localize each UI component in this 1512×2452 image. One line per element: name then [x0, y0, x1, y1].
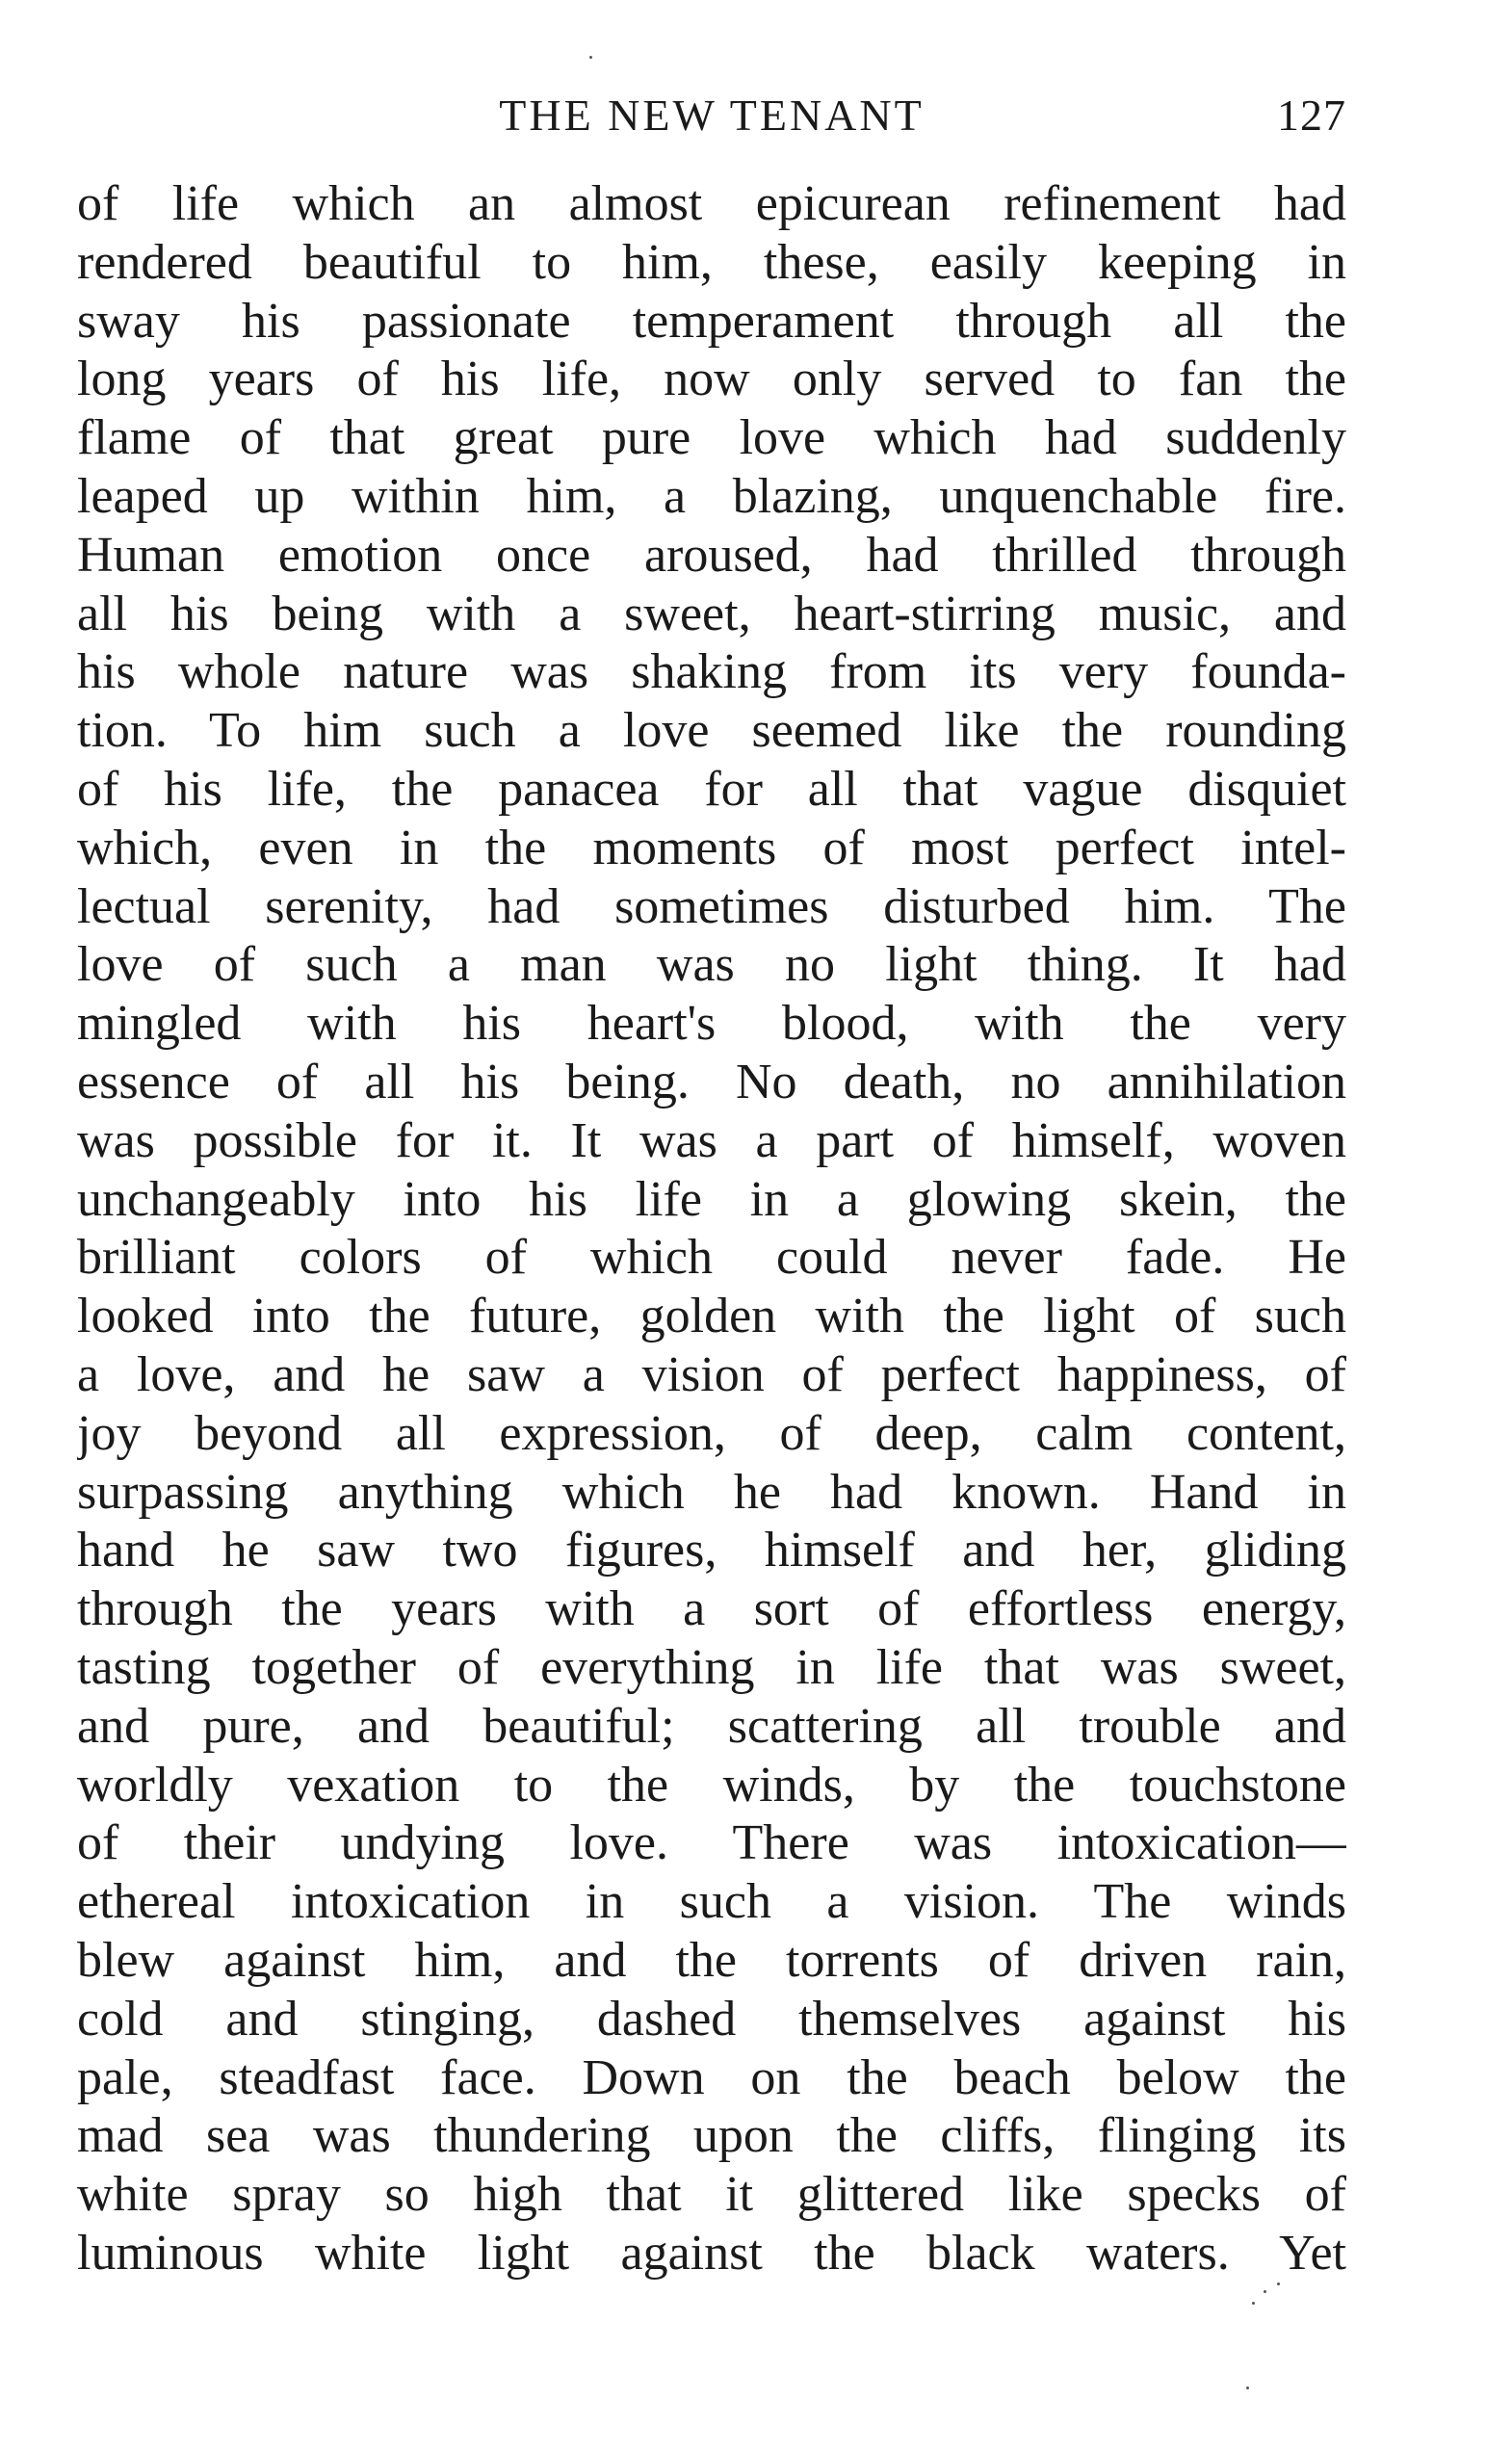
text-line: leaped up within him, a blazing, unquenchable fire.: [77, 468, 1346, 524]
page-number: 127: [1277, 91, 1346, 140]
print-speck: [1264, 2290, 1266, 2293]
text-line: hand he saw two figures, himself and her, gliding: [77, 1523, 1346, 1578]
text-line: of their undying love. There was intoxication—: [77, 1815, 1346, 1871]
text-line: lectual serenity, had sometimes disturbed him. The: [77, 878, 1346, 934]
print-speck: [1246, 2387, 1249, 2389]
print-speck: [1277, 2282, 1280, 2285]
text-line: tion. To him such a love seemed like the rounding: [77, 703, 1346, 759]
running-header: [77, 85, 1346, 146]
text-line: his whole nature was shaking from its very founda-: [77, 644, 1346, 700]
text-line: blew against him, and the torrents of driven rain,: [77, 1932, 1346, 1988]
print-speck: [589, 56, 592, 59]
text-line: luminous white light against the black waters. Yet: [77, 2225, 1346, 2281]
print-speck: [1252, 2302, 1255, 2305]
text-line: Human emotion once aroused, had thrilled through: [77, 527, 1346, 583]
text-line: white spray so high that it glittered like specks of: [77, 2167, 1346, 2223]
text-line: joy beyond all expression, of deep, calm content,: [77, 1405, 1346, 1461]
text-line: ethereal intoxication in such a vision. The winds: [77, 1874, 1346, 1930]
text-line: flame of that great pure love which had suddenly: [77, 410, 1346, 466]
text-line: was possible for it. It was a part of himself, woven: [77, 1112, 1346, 1168]
running-title: THE NEW TENANT: [499, 91, 925, 140]
body-text: [77, 175, 1346, 2283]
text-line: sway his passionate temperament through all the: [77, 293, 1346, 349]
text-line: looked into the future, golden with the light of such: [77, 1289, 1346, 1344]
text-line: cold and stinging, dashed themselves against his: [77, 1991, 1346, 2047]
text-line: love of such a man was no light thing. It had: [77, 937, 1346, 993]
text-line: worldly vexation to the winds, by the touchstone: [77, 1757, 1346, 1813]
text-line: all his being with a sweet, heart-stirring music, and: [77, 586, 1346, 641]
text-line: mingled with his heart's blood, with the very: [77, 996, 1346, 1052]
text-line: brilliant colors of which could never fade. He: [77, 1230, 1346, 1286]
text-line: unchangeably into his life in a glowing skein, the: [77, 1171, 1346, 1227]
text-line: surpassing anything which he had known. Hand in: [77, 1464, 1346, 1520]
text-line: which, even in the moments of most perfect intel-: [77, 820, 1346, 875]
text-line: a love, and he saw a vision of perfect happiness, of: [77, 1346, 1346, 1402]
text-line: tasting together of everything in life that was sweet,: [77, 1639, 1346, 1695]
text-line: mad sea was thundering upon the cliffs, flinging its: [77, 2108, 1346, 2164]
text-line: long years of his life, now only served to fan the: [77, 352, 1346, 407]
text-line: through the years with a sort of effortless energy,: [77, 1581, 1346, 1637]
text-line: of life which an almost epicurean refinement had: [77, 176, 1346, 231]
text-line: of his life, the panacea for all that vague disquiet: [77, 761, 1346, 817]
text-line: pale, steadfast face. Down on the beach below the: [77, 2049, 1346, 2105]
text-line: rendered beautiful to him, these, easily keeping in: [77, 234, 1346, 290]
text-line: and pure, and beautiful; scattering all trouble and: [77, 1698, 1346, 1754]
text-line: essence of all his being. No death, no annihilation: [77, 1054, 1346, 1109]
